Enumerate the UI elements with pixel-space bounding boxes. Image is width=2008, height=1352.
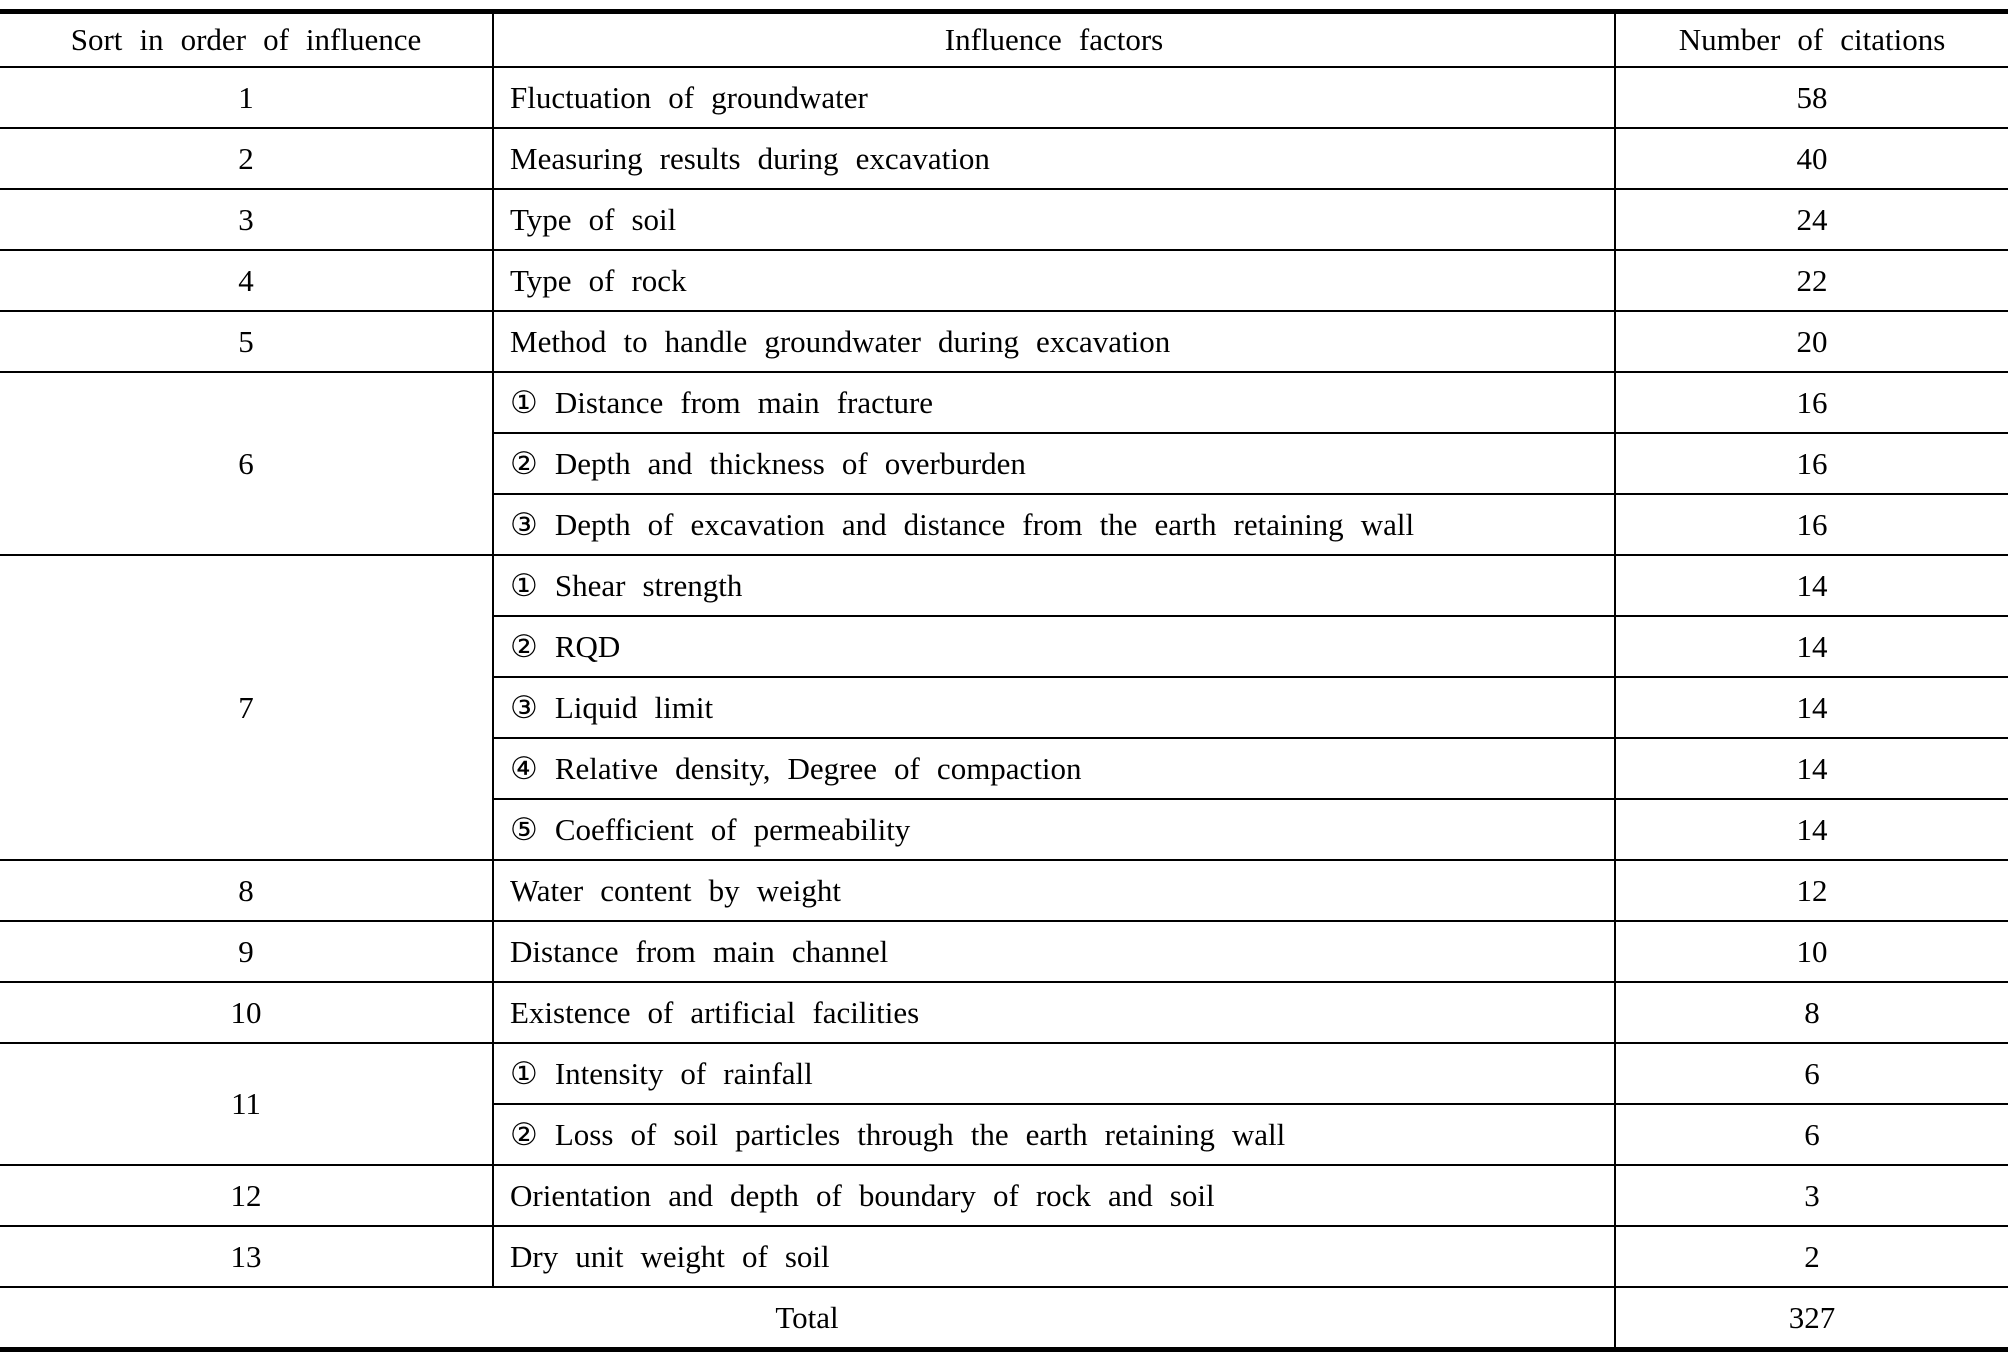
citations-cell: 14 xyxy=(1615,677,2008,738)
table-row xyxy=(0,1165,2008,1226)
citations-cell: 58 xyxy=(1615,67,2008,128)
citations-cell: 16 xyxy=(1615,494,2008,555)
factor-cell: Measuring results during excavation xyxy=(493,128,1615,189)
rank-cell-merged: 11 xyxy=(0,1043,493,1165)
factor-cell: ① Intensity of rainfall xyxy=(493,1043,1615,1104)
factor-cell: Fluctuation of groundwater xyxy=(493,67,1615,128)
factor-cell: ⑤ Coefficient of permeability xyxy=(493,799,1615,860)
factor-cell: ② Depth and thickness of overburden xyxy=(493,433,1615,494)
rank-cell: 12 xyxy=(0,1165,493,1226)
header-row xyxy=(0,12,2008,68)
factor-cell: Distance from main channel xyxy=(493,921,1615,982)
table-row-group-6 xyxy=(0,372,2008,433)
table-row-group-11 xyxy=(0,1043,2008,1104)
citations-cell: 24 xyxy=(1615,189,2008,250)
factor-cell: ④ Relative density, Degree of compaction xyxy=(493,738,1615,799)
column-header-influence-factors: Influence factors xyxy=(493,12,1615,68)
factor-cell: ① Shear strength xyxy=(493,555,1615,616)
table-row xyxy=(0,128,2008,189)
table-row xyxy=(0,1226,2008,1287)
factor-cell: ② Loss of soil particles through the earth retaining wall xyxy=(493,1104,1615,1165)
citations-cell: 40 xyxy=(1615,128,2008,189)
factor-cell: ③ Depth of excavation and distance from the earth retaining wall xyxy=(493,494,1615,555)
column-header-number-of-citations: Number of citations xyxy=(1615,12,2008,68)
citations-cell: 6 xyxy=(1615,1043,2008,1104)
factor-cell: Method to handle groundwater during excavation xyxy=(493,311,1615,372)
column-header-sort-order: Sort in order of influence xyxy=(0,12,493,68)
citations-cell: 6 xyxy=(1615,1104,2008,1165)
citations-cell: 14 xyxy=(1615,799,2008,860)
citations-cell: 10 xyxy=(1615,921,2008,982)
rank-cell: 2 xyxy=(0,128,493,189)
citations-cell: 14 xyxy=(1615,738,2008,799)
rank-cell-merged: 6 xyxy=(0,372,493,555)
total-value-cell: 327 xyxy=(1615,1287,2008,1350)
rank-cell: 9 xyxy=(0,921,493,982)
rank-cell: 5 xyxy=(0,311,493,372)
table-row xyxy=(0,311,2008,372)
factor-cell: ② RQD xyxy=(493,616,1615,677)
rank-cell: 1 xyxy=(0,67,493,128)
citations-cell: 14 xyxy=(1615,616,2008,677)
citations-cell: 8 xyxy=(1615,982,2008,1043)
factor-cell: Type of soil xyxy=(493,189,1615,250)
factor-cell: Existence of artificial facilities xyxy=(493,982,1615,1043)
citations-cell: 2 xyxy=(1615,1226,2008,1287)
citations-cell: 16 xyxy=(1615,372,2008,433)
citations-cell: 20 xyxy=(1615,311,2008,372)
factor-cell: Dry unit weight of soil xyxy=(493,1226,1615,1287)
table-row xyxy=(0,67,2008,128)
citations-cell: 14 xyxy=(1615,555,2008,616)
rank-cell: 10 xyxy=(0,982,493,1043)
citations-cell: 16 xyxy=(1615,433,2008,494)
rank-cell: 13 xyxy=(0,1226,493,1287)
citations-cell: 22 xyxy=(1615,250,2008,311)
table-row xyxy=(0,189,2008,250)
citations-cell: 12 xyxy=(1615,860,2008,921)
table-row xyxy=(0,982,2008,1043)
factor-cell: Type of rock xyxy=(493,250,1615,311)
influence-factors-table xyxy=(0,9,2008,1352)
table-row xyxy=(0,860,2008,921)
table-row xyxy=(0,250,2008,311)
factor-cell: Orientation and depth of boundary of rock and soil xyxy=(493,1165,1615,1226)
rank-cell-merged: 7 xyxy=(0,555,493,860)
total-label-cell: Total xyxy=(0,1287,1615,1350)
table-row xyxy=(0,921,2008,982)
rank-cell: 4 xyxy=(0,250,493,311)
table-row-group-7 xyxy=(0,555,2008,616)
citations-cell: 3 xyxy=(1615,1165,2008,1226)
factor-cell: ③ Liquid limit xyxy=(493,677,1615,738)
rank-cell: 8 xyxy=(0,860,493,921)
rank-cell: 3 xyxy=(0,189,493,250)
total-row xyxy=(0,1287,2008,1350)
factor-cell: ① Distance from main fracture xyxy=(493,372,1615,433)
factor-cell: Water content by weight xyxy=(493,860,1615,921)
